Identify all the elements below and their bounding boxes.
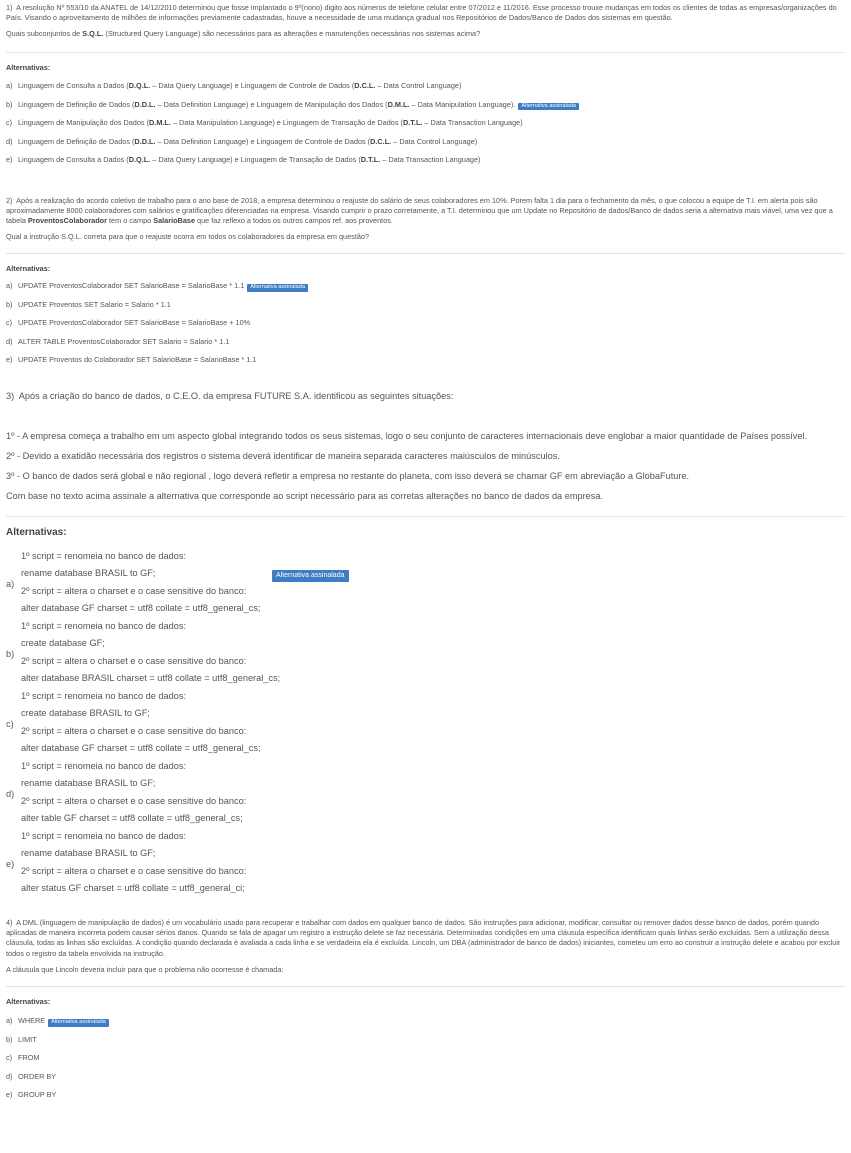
question-4 [6, 918, 845, 1109]
option-letter: c) [6, 118, 13, 128]
option-b[interactable] [6, 100, 845, 119]
option-e[interactable] [6, 355, 845, 374]
option-text: Linguagem de Consulta a Dados (D.Q.L. – Data Query Language) e Linguagem de Controle de Dados (D.C.L. – Data Control Language) [18, 81, 462, 91]
option-a[interactable] [6, 81, 845, 100]
option-letter: e) [6, 155, 13, 165]
option-text: WHERE [18, 1016, 46, 1026]
option-text: Linguagem de Definição de Dados (D.D.L. – Data Definition Language) e Linguagem de Manipulação dos Dados (D.M.L. – Data Manipulation Language). [18, 99, 516, 109]
option-d[interactable] [6, 337, 845, 356]
situation-2: 2º - Devido a exatidão necessária dos registros o sistema deverá identificar de maneira separada caracteres maiúsculos de minúsculos. [6, 450, 560, 461]
option-c[interactable] [6, 1053, 845, 1072]
option-letter: d) [6, 336, 13, 346]
option-b[interactable] [6, 300, 845, 319]
option-letter: e) [6, 1090, 13, 1100]
option-a[interactable] [6, 550, 845, 620]
option-script: 1º script = renomeia no banco de dados: rename database BRASIL to GF; 2º script = altera o charset e o case sensitive do banco: alter database GF charset = utf8 collate = utf8_general_cs; [21, 550, 261, 614]
divider [6, 253, 845, 254]
option-c[interactable] [6, 690, 845, 760]
question-1 [6, 0, 845, 174]
option-e[interactable] [6, 830, 845, 900]
option-letter: c) [6, 1053, 13, 1063]
divider [6, 52, 845, 53]
option-e[interactable] [6, 155, 845, 174]
question-3-intro: 3) Após a criação do banco de dados, o C.E.O. da empresa FUTURE S.A. identificou as seguintes situações: [6, 390, 454, 401]
options-list [6, 281, 845, 374]
option-letter: b) [6, 1034, 13, 1044]
options-list [6, 1016, 845, 1109]
divider [6, 986, 845, 987]
option-letter: a) [6, 1016, 13, 1026]
option-e[interactable] [6, 1090, 845, 1109]
question-number: 2) [6, 195, 13, 205]
question-3-prompt: Com base no texto acima assinale a alternativa que corresponde ao script necessário para as corretas alterações no banco de dados da empresa. [6, 490, 604, 501]
selected-answer-badge: Alternativa assinalada [247, 284, 308, 292]
question-number: 3) [6, 390, 15, 401]
selected-answer-badge: Alternativa assinalada [518, 103, 579, 111]
option-letter: e) [6, 859, 15, 870]
option-a[interactable] [6, 281, 845, 300]
situation-1: 1º - A empresa começa a trabalho em um aspecto global integrando todos os seus sistemas, logo o seu conjunto de caracteres internacionais deve englobar a maior quantidade de Países possível. [6, 430, 808, 441]
question-number: 4) [6, 917, 13, 927]
question-1-statement [6, 3, 845, 24]
option-a[interactable] [6, 1016, 845, 1035]
question-2-statement: 2) Após a realização do acordo coletivo de trabalho para o ano base de 2018, a empresa determinou o reajuste do salário de seus colaboradores em 10%. Porem falta 1 dia para o fechamento da mês, o que colocou a equipe de T.I. em alerta pois são aproximadamente 8000 colaboradores com salários e gratificações diferenciadas na empresa. Visando cumprir o prazo corretamente, a T.I. determinou que um Update no Repositório de dados/Banco de dados seria a alternativa mais viável, uma vez que a tabela ProventosColaborador tem o campo SalarioBase que faz reflexo a todos os outros campos ref. aos proventos. [6, 195, 833, 226]
option-text: UPDATE Proventos do Colaborador SET SalarioBase = SalarioBase * 1.1 [18, 355, 257, 365]
options-list [6, 550, 845, 900]
selected-answer-badge: Alternativa assinalada [272, 570, 349, 582]
option-text: Linguagem de Consulta a Dados (D.Q.L. – Data Query Language) e Linguagem de Transação de Dados (D.T.L. – Data Transaction Language) [18, 155, 481, 165]
option-text: FROM [18, 1053, 40, 1063]
option-script: 1º script = renomeia no banco de dados: create database GF; 2º script = altera o charset e o case sensitive do banco: alter database BRASIL charset = utf8 collate = utf8_general_cs; [21, 620, 281, 684]
option-b[interactable] [6, 1035, 845, 1054]
option-letter: b) [6, 99, 13, 109]
option-text: LIMIT [18, 1034, 37, 1044]
option-script: 1º script = renomeia no banco de dados: rename database BRASIL to GF; 2º script = altera o charset e o case sensitive do banco: alter status GF charset = utf8 collate = utf8_general_ci; [21, 830, 247, 894]
option-text: UPDATE ProventosColaborador SET SalarioBase = SalarioBase + 10% [18, 318, 251, 328]
option-text: Linguagem de Definição de Dados (D.D.L. – Data Definition Language) e Linguagem de Controle de Dados (D.C.L. – Data Control Language) [18, 136, 478, 146]
option-letter: d) [6, 789, 15, 800]
option-letter: a) [6, 81, 13, 91]
option-d[interactable] [6, 1072, 845, 1091]
option-text: ALTER TABLE ProventosColaborador SET Salario = Salario * 1.1 [18, 336, 230, 346]
option-text: UPDATE Proventos SET Salario = Salario * 1.1 [18, 299, 171, 309]
option-c[interactable] [6, 318, 845, 337]
option-letter: d) [6, 1071, 13, 1081]
option-letter: d) [6, 136, 13, 146]
option-letter: b) [6, 299, 13, 309]
options-list [6, 81, 845, 174]
option-text: Linguagem de Manipulação dos Dados (D.M.L. – Data Manipulation Language) e Linguagem de Transação de Dados (D.T.L. – Data Transaction Language) [18, 118, 523, 128]
alternatives-heading: Alternativas: [6, 263, 51, 273]
alternatives-heading: Alternativas: [6, 526, 67, 538]
option-c[interactable] [6, 118, 845, 137]
option-d[interactable] [6, 137, 845, 156]
option-text: ORDER BY [18, 1071, 57, 1081]
option-script: 1º script = renomeia no banco de dados: create database BRASIL to GF; 2º script = altera o charset e o case sensitive do banco: alter database GF charset = utf8 collate = utf8_general_cs; [21, 690, 261, 754]
selected-answer-badge: Alternativa assinalada [48, 1019, 109, 1027]
option-letter: e) [6, 355, 13, 365]
question-number: 1) [6, 3, 13, 12]
question-3 [6, 390, 845, 900]
question-4-statement: 4) A DML (linguagem de manipulação de dados) é um vocabulário usado para recuperar e trabalhar com dados em qualquer banco de dados. São instruções para adicionar, modificar, consultar ou remover dados desse banco de dados, porém quando aplicadas de maneira incorreta podem causar sérios danos. Quando se fala de apagar um registro a instrução delete se faz necessária. Determinadas condições em uma cláusula específica identificam quais linhas serão excluídas. Sem a utilização dessa cláusula, todas as linhas são excluídas. A condição quando declarada é avaliada a cada linha e se verdadeira ela é excluída. Lincoln, um DBA (administrador de banco de dados) iniciantes, cometeu um erro ao construir a instrução delete e acabou por excluir todos o registro da tabela envolvida na instrução. [6, 917, 841, 958]
option-text: GROUP BY [18, 1090, 57, 1100]
option-text: UPDATE ProventosColaborador SET SalarioBase = SalarioBase * 1.1 [18, 281, 245, 291]
option-letter: a) [6, 579, 15, 590]
option-script: 1º script = renomeia no banco de dados: rename database BRASIL to GF; 2º script = altera o charset e o case sensitive do banco: alter table GF charset = utf8 collate = utf8_general_cs; [21, 760, 247, 824]
divider [6, 516, 845, 517]
option-letter: a) [6, 281, 13, 291]
question-4-prompt: A cláusula que Lincoln deveria incluir para que o problema não ocorresse é chamada: [6, 964, 284, 974]
question-2 [6, 196, 845, 374]
question-text: A resolução Nº 553/10 da ANATEL de 14/12/2010 determinou que fosse implantado o 9º(nono) digito aos números de telefone celular entre 07/2012 e 11/2016. Esse processo trouxe mudanças em todos os clientes de todas as empresas/organizações do País. Visando o aproveitamento de milhões de informações previamente cadastradas, houve a necessidade de uma mudança gradual nos Repositórios de Dados/Banco de Dados dos sistemas em questão. [6, 3, 837, 23]
question-1-prompt: Quais subconjuntos de S.Q.L. (Structured Query Language) são necessários para as alterações e manutenções necessárias nos sistemas acima? [6, 28, 481, 38]
option-d[interactable] [6, 760, 845, 830]
option-letter: b) [6, 649, 15, 660]
alternatives-heading: Alternativas: [6, 997, 51, 1007]
option-letter: c) [6, 719, 14, 730]
option-b[interactable] [6, 620, 845, 690]
alternatives-heading: Alternativas: [6, 62, 51, 72]
situation-3: 3º - O banco de dados será global e não regional , logo deverá refletir a empresa no restante do planeta, com isso deverá se chamar GF em abreviação a GlobaFuture. [6, 470, 690, 481]
question-2-prompt: Qual a instrução S.Q.L. correta para que o reajuste ocorra em todos os colaboradores da empresa em questão? [6, 231, 370, 241]
option-letter: c) [6, 318, 13, 328]
